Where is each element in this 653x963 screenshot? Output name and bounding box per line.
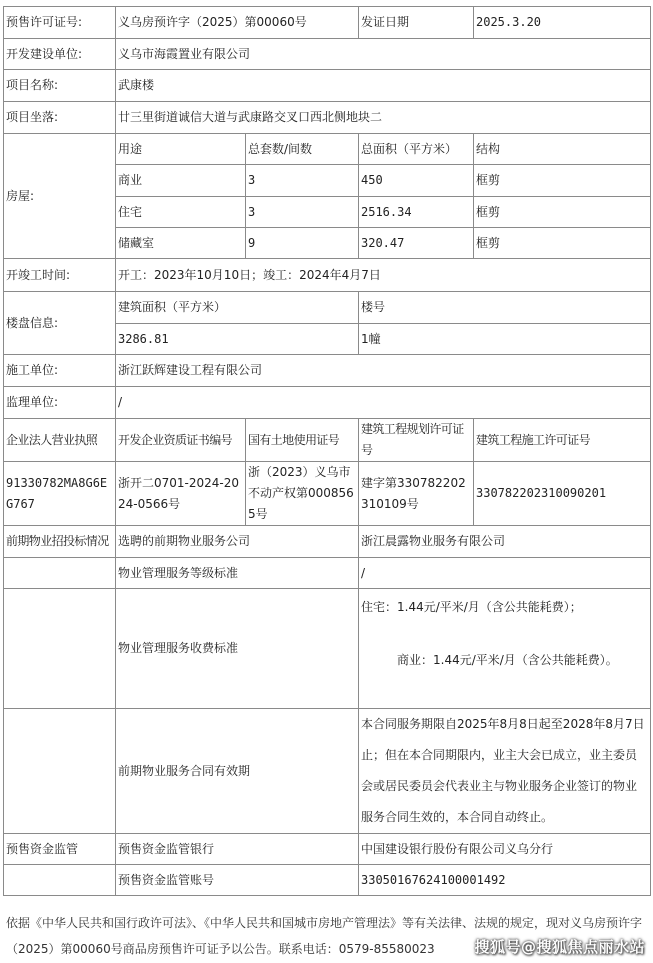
housing-use: 住宅 <box>116 197 246 228</box>
housing-area: 450 <box>359 165 474 197</box>
license-header-row <box>4 419 651 462</box>
project-name-value: 武康楼 <box>116 70 651 102</box>
land-use-cert-value: 浙（2023）义乌市不动产权第0008565号 <box>246 462 359 526</box>
escrow-account-label: 预售资金监管账号 <box>116 865 359 896</box>
supervisor-value: / <box>116 387 651 419</box>
escrow-account-row <box>4 865 651 896</box>
pm-company-label: 选聘的前期物业服务公司 <box>116 526 359 558</box>
housing-structure: 框剪 <box>474 197 651 228</box>
escrow-account-value: 33050167624100001492 <box>359 865 651 896</box>
pm-contract-value: 本合同服务期限自2025年8月8日起至2028年8月7日止；但在本合同期限内，业主大会已成立，业主委员会或居民委员会代表业主与物业服务企业签订的物业服务合同生效的，本合同自动终止。 <box>359 709 651 834</box>
qualification-cert-header: 开发企业资质证书编号 <box>116 419 246 462</box>
housing-header-area: 总面积（平方米） <box>359 134 474 165</box>
permit-number-value: 义乌房预许字（2025）第00060号 <box>116 7 359 39</box>
permit-number-label: 预售许可证号: <box>4 7 116 39</box>
license-value-row <box>4 462 651 526</box>
location-label: 项目坐落: <box>4 102 116 134</box>
escrow-account-blank <box>4 865 116 896</box>
pm-grade-value: / <box>359 558 651 589</box>
pm-section-label: 前期物业招投标情况 <box>4 526 116 558</box>
housing-area: 2516.34 <box>359 197 474 228</box>
escrow-bank-row <box>4 834 651 865</box>
housing-use: 商业 <box>116 165 246 197</box>
pm-fee-row <box>4 589 651 709</box>
housing-header-structure: 结构 <box>474 134 651 165</box>
business-license-value: 91330782MA8G6EG767 <box>4 462 116 526</box>
developer-label: 开发建设单位: <box>4 39 116 70</box>
building-label: 楼盘信息: <box>4 292 116 355</box>
pm-contract-row <box>4 709 651 834</box>
housing-structure: 框剪 <box>474 228 651 259</box>
watermark: 搜狐号@搜狐焦点丽水站 <box>474 938 645 956</box>
issue-date-label: 发证日期 <box>359 7 474 39</box>
row-schedule <box>4 259 651 292</box>
pm-fee-blank <box>4 589 116 709</box>
pm-fee-commercial: 商业：1.44元/平米/月（含公共能耗费）。 <box>397 653 618 667</box>
building-number-header: 楼号 <box>359 292 651 324</box>
housing-units: 9 <box>246 228 359 259</box>
pm-fee-label: 物业管理服务收费标准 <box>116 589 359 709</box>
pm-contract-blank <box>4 709 116 834</box>
developer-value: 义乌市海霞置业有限公司 <box>116 39 651 70</box>
escrow-bank-label: 预售资金监管银行 <box>116 834 359 865</box>
pm-fee-value <box>359 589 651 709</box>
location-value: 廿三里街道诚信大道与武康路交叉口西北侧地块二 <box>116 102 651 134</box>
housing-units: 3 <box>246 197 359 228</box>
pm-company-value: 浙江晨露物业服务有限公司 <box>359 526 651 558</box>
housing-area: 320.47 <box>359 228 474 259</box>
contractor-label: 施工单位: <box>4 355 116 387</box>
housing-header-row <box>4 134 651 165</box>
housing-use: 储藏室 <box>116 228 246 259</box>
pm-grade-blank <box>4 558 116 589</box>
pm-grade-row <box>4 558 651 589</box>
escrow-bank-value: 中国建设银行股份有限公司义乌分行 <box>359 834 651 865</box>
building-area-value: 3286.81 <box>116 324 359 355</box>
permit-info-table <box>3 6 651 896</box>
planning-permit-header: 建筑工程规划许可证号 <box>359 419 474 462</box>
construction-permit-header: 建筑工程施工许可证号 <box>474 419 651 462</box>
construction-permit-value: 330782202310090201 <box>474 462 651 526</box>
supervisor-label: 监理单位: <box>4 387 116 419</box>
contractor-value: 浙江跃辉建设工程有限公司 <box>116 355 651 387</box>
row-contractor <box>4 355 651 387</box>
planning-permit-value: 建字第330782202310109号 <box>359 462 474 526</box>
row-permit-number <box>4 7 651 39</box>
housing-structure: 框剪 <box>474 165 651 197</box>
land-use-cert-header: 国有土地使用证号 <box>246 419 359 462</box>
announcement-footer: 依据《中华人民共和国行政许可法》、《中华人民共和国城市房地产管理法》等有关法律、法规的规定，现对义乌房预许字（2025）第00060号商品房预售许可证予以公告。联系电话：0579-85580023 <box>6 916 643 956</box>
housing-header-units: 总套数/间数 <box>246 134 359 165</box>
row-developer <box>4 39 651 70</box>
building-area-header: 建筑面积（平方米） <box>116 292 359 324</box>
project-name-label: 项目名称: <box>4 70 116 102</box>
issue-date-value: 2025.3.20 <box>474 7 651 39</box>
pm-contract-label: 前期物业服务合同有效期 <box>116 709 359 834</box>
escrow-label: 预售资金监管 <box>4 834 116 865</box>
housing-label: 房屋: <box>4 134 116 259</box>
pm-grade-label: 物业管理服务等级标准 <box>116 558 359 589</box>
schedule-label: 开竣工时间: <box>4 259 116 292</box>
row-supervisor <box>4 387 651 419</box>
housing-units: 3 <box>246 165 359 197</box>
qualification-cert-value: 浙开二0701-2024-2024-0566号 <box>116 462 246 526</box>
pm-fee-residential: 住宅：1.44元/平米/月（含公共能耗费）； <box>361 600 582 614</box>
building-header-row <box>4 292 651 324</box>
schedule-value: 开工：2023年10月10日；竣工：2024年4月7日 <box>116 259 651 292</box>
building-number-value: 1幢 <box>359 324 651 355</box>
business-license-header: 企业法人营业执照 <box>4 419 116 462</box>
row-location <box>4 102 651 134</box>
row-project-name <box>4 70 651 102</box>
pm-company-row <box>4 526 651 558</box>
housing-header-use: 用途 <box>116 134 246 165</box>
